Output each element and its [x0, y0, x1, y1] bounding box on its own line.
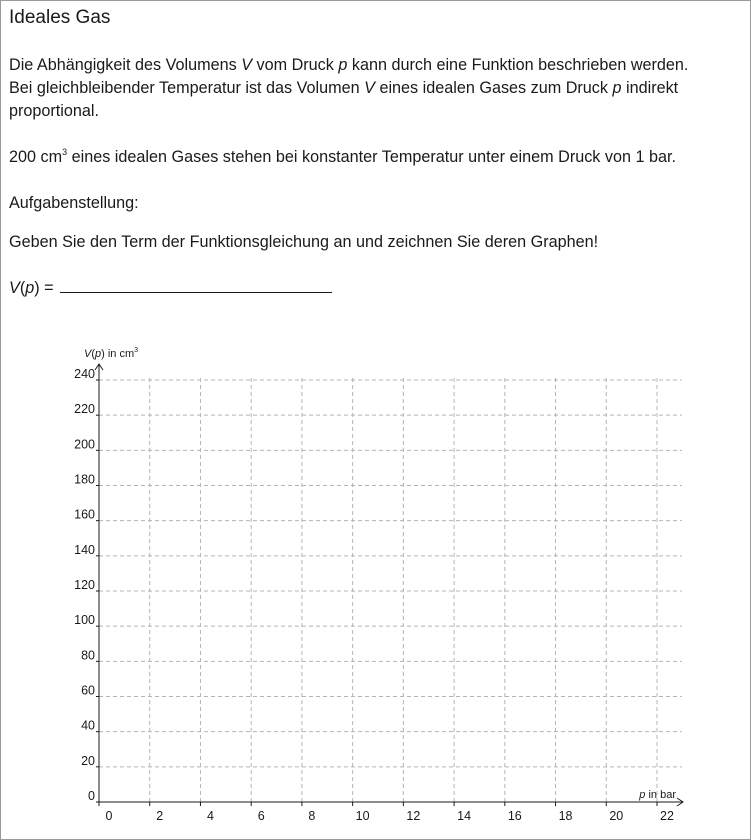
- x-label-var: p: [639, 789, 646, 801]
- volume-symbol: V: [241, 56, 252, 74]
- y-tick-label: 80: [81, 648, 95, 663]
- y-tick-label: 180: [74, 472, 95, 487]
- x-tick-label: 6: [257, 809, 265, 823]
- intro-text: Die Abhängigkeit des Volumens: [9, 56, 242, 74]
- intro-text: vom Druck: [252, 56, 339, 74]
- x-label-rest: in bar: [645, 789, 676, 801]
- y-label-open: (: [91, 348, 96, 360]
- x-tick-label: 22: [660, 809, 674, 823]
- y-tick-label: 200: [74, 437, 95, 452]
- tick-marks: [74, 367, 674, 823]
- intro-text: proportional.: [9, 102, 99, 120]
- y-tick-label: 40: [81, 718, 95, 733]
- grid-lines: [99, 378, 682, 802]
- statement-value: 200 cm: [9, 148, 63, 166]
- axes: [95, 364, 683, 806]
- statement-text: eines idealen Gases stehen bei konstanter Temperatur unter einem Druck von 1 bar.: [67, 148, 676, 166]
- page-title: Ideales Gas: [9, 7, 111, 28]
- x-tick-label: 12: [406, 809, 421, 823]
- y-tick-label: 160: [74, 507, 95, 522]
- x-axis-label: [638, 789, 676, 801]
- volume-symbol: V: [364, 79, 375, 97]
- coordinate-grid-chart: [1, 1, 750, 839]
- y-tick-label: 100: [74, 613, 95, 628]
- x-tick-label: 2: [156, 809, 164, 823]
- task-heading: Aufgabenstellung:: [9, 194, 139, 212]
- unit-exponent: 3: [62, 147, 68, 157]
- intro-text: kann durch eine Funktion beschrieben werden.: [347, 56, 689, 74]
- y-tick-label: 220: [74, 402, 95, 417]
- task-text: Geben Sie den Term der Funktionsgleichung an und zeichnen Sie deren Graphen!: [9, 233, 599, 251]
- pressure-symbol: p: [612, 79, 622, 97]
- function-name: V: [9, 279, 20, 297]
- pressure-symbol: p: [338, 56, 348, 74]
- y-label-rest: ) in cm: [101, 348, 135, 360]
- y-tick-label: 60: [81, 683, 95, 698]
- x-tick-label: 16: [507, 809, 522, 823]
- x-tick-label: 14: [457, 809, 472, 823]
- y-tick-label: 120: [74, 578, 95, 592]
- paren-open: (: [19, 279, 26, 297]
- paren-close-equals: ) =: [34, 279, 54, 297]
- x-tick-label: 8: [308, 809, 316, 823]
- x-tick-label: 4: [206, 809, 214, 823]
- intro-text: Bei gleichbleibender Temperatur ist das Volumen: [9, 79, 365, 97]
- y-label-var: V: [84, 348, 92, 360]
- y-tick-label: 0: [88, 789, 95, 803]
- intro-text: eines idealen Gases zum Druck: [374, 79, 613, 97]
- y-label-arg: p: [95, 348, 102, 360]
- x-tick-label: 18: [558, 809, 573, 823]
- y-tick-label: 140: [74, 542, 95, 557]
- y-tick-label: 240: [74, 367, 95, 381]
- function-variable: p: [25, 279, 35, 297]
- y-axis-label: [84, 347, 138, 360]
- y-tick-label: 20: [81, 753, 95, 768]
- x-tick-label: 20: [609, 809, 624, 823]
- x-tick-label: 0: [105, 809, 113, 823]
- y-label-exponent: 3: [134, 347, 139, 354]
- intro-text: indirekt: [621, 79, 679, 97]
- x-tick-label: 10: [355, 809, 370, 823]
